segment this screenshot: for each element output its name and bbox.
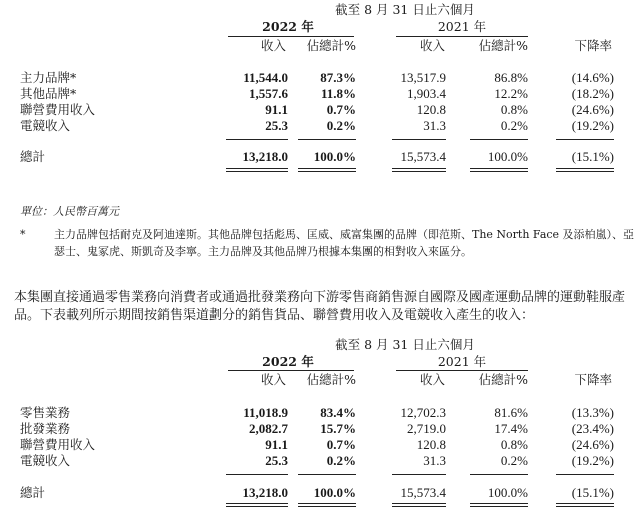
paragraph-line: 本集團直接通過零售業務向消費者或通過批發業務向下游零售商銷售源自國際及國產運動品牌的運動鞋服產 bbox=[14, 290, 626, 305]
subtotal-rule bbox=[392, 139, 446, 140]
double-rule bbox=[226, 503, 288, 504]
pct-2021: 81.6% bbox=[494, 405, 528, 420]
total-rev-2021: 15,573.4 bbox=[400, 485, 446, 500]
col-decline: 下降率 bbox=[574, 372, 612, 387]
double-rule bbox=[470, 503, 528, 504]
row-label: 批發業務 bbox=[20, 421, 71, 436]
total-pct-2021: 100.0% bbox=[487, 485, 528, 500]
subtotal-rule bbox=[556, 139, 614, 140]
total-decline: (15.1%) bbox=[571, 485, 614, 500]
double-rule bbox=[298, 506, 356, 507]
decline: (24.6%) bbox=[571, 102, 614, 117]
footnote-marker: * bbox=[20, 228, 26, 241]
double-rule bbox=[226, 506, 288, 507]
total-pct-2022: 100.0% bbox=[313, 149, 356, 164]
total-rev-2022: 13,218.0 bbox=[242, 485, 288, 500]
header-rule bbox=[228, 36, 354, 37]
rev-2022: 91.1 bbox=[265, 437, 288, 452]
pct-2022: 0.7% bbox=[326, 102, 356, 117]
subtotal-rule bbox=[226, 139, 288, 140]
row-label: 主力品牌* bbox=[20, 70, 77, 85]
rev-2022: 1,557.6 bbox=[249, 86, 288, 101]
decline: (13.3%) bbox=[571, 405, 614, 420]
pct-2021: 0.2% bbox=[500, 118, 528, 133]
header-rule bbox=[228, 370, 354, 371]
pct-2021: 0.8% bbox=[500, 102, 528, 117]
total-pct-2021: 100.0% bbox=[487, 149, 528, 164]
row-label: 聯營費用收入 bbox=[20, 437, 96, 452]
paragraph-line: 品。下表載列所示期間按銷售渠道劃分的銷售貨品、聯營費用收入及電競收入產生的收入： bbox=[14, 308, 535, 323]
row-label: 電競收入 bbox=[20, 453, 71, 468]
col-revenue-2021: 收入 bbox=[419, 38, 445, 53]
pct-2022: 0.2% bbox=[326, 118, 356, 133]
period-header: 截至 8 月 31 日止六個月 bbox=[335, 2, 475, 17]
pct-2022: 87.3% bbox=[320, 70, 356, 85]
double-rule bbox=[556, 168, 614, 169]
header-rule bbox=[396, 36, 528, 37]
col-revenue-2022: 收入 bbox=[260, 372, 286, 387]
header-rule bbox=[396, 370, 528, 371]
subtotal-rule bbox=[298, 139, 356, 140]
decline: (19.2%) bbox=[571, 118, 614, 133]
rev-2022: 91.1 bbox=[265, 102, 288, 117]
total-label: 總計 bbox=[20, 485, 46, 500]
col-revenue-2022: 收入 bbox=[260, 38, 286, 53]
rev-2021: 31.3 bbox=[423, 118, 446, 133]
year-2022-header: 2022 年 bbox=[262, 354, 314, 369]
rev-2021: 1,903.4 bbox=[407, 86, 446, 101]
year-2022-header: 2022 年 bbox=[262, 19, 314, 34]
rev-2021: 2,719.0 bbox=[407, 421, 446, 436]
double-rule bbox=[298, 168, 356, 169]
rev-2021: 31.3 bbox=[423, 453, 446, 468]
rev-2022: 25.3 bbox=[265, 118, 288, 133]
row-label: 聯營費用收入 bbox=[20, 102, 96, 117]
double-rule bbox=[392, 171, 446, 172]
pct-2021: 0.2% bbox=[500, 453, 528, 468]
decline: (14.6%) bbox=[571, 70, 614, 85]
double-rule bbox=[556, 503, 614, 504]
subtotal-rule bbox=[226, 474, 288, 475]
total-decline: (15.1%) bbox=[571, 149, 614, 164]
pct-2022: 0.7% bbox=[326, 437, 356, 452]
col-pct-2022: 佔總計% bbox=[306, 372, 356, 387]
rev-2021: 120.8 bbox=[416, 102, 446, 117]
double-rule bbox=[392, 503, 446, 504]
footnote-line: 瑟士、鬼冢虎、斯凱奇及李寧。主力品牌及其他品牌乃根據本集團的相對收入來區分。 bbox=[54, 245, 472, 258]
total-rev-2021: 15,573.4 bbox=[400, 149, 446, 164]
col-pct-2021: 佔總計% bbox=[478, 372, 528, 387]
rev-2021: 13,517.9 bbox=[400, 70, 446, 85]
period-header: 截至 8 月 31 日止六個月 bbox=[335, 337, 475, 352]
rev-2022: 11,544.0 bbox=[243, 70, 288, 85]
decline: (18.2%) bbox=[571, 86, 614, 101]
decline: (23.4%) bbox=[571, 421, 614, 436]
col-revenue-2021: 收入 bbox=[419, 372, 445, 387]
subtotal-rule bbox=[556, 474, 614, 475]
pct-2022: 0.2% bbox=[326, 453, 356, 468]
double-rule bbox=[226, 171, 288, 172]
pct-2021: 0.8% bbox=[500, 437, 528, 452]
pct-2021: 86.8% bbox=[494, 70, 528, 85]
pct-2021: 12.2% bbox=[494, 86, 528, 101]
total-pct-2022: 100.0% bbox=[313, 485, 356, 500]
col-decline: 下降率 bbox=[574, 38, 612, 53]
subtotal-rule bbox=[470, 139, 528, 140]
subtotal-rule bbox=[470, 474, 528, 475]
double-rule bbox=[298, 503, 356, 504]
decline: (19.2%) bbox=[571, 453, 614, 468]
double-rule bbox=[226, 168, 288, 169]
row-label: 電競收入 bbox=[20, 118, 71, 133]
rev-2022: 25.3 bbox=[265, 453, 288, 468]
subtotal-rule bbox=[392, 474, 446, 475]
rev-2021: 120.8 bbox=[416, 437, 446, 452]
pct-2022: 11.8% bbox=[320, 86, 356, 101]
total-label: 總計 bbox=[20, 149, 46, 164]
unit-note: 單位：人民幣百萬元 bbox=[20, 205, 119, 218]
double-rule bbox=[298, 171, 356, 172]
double-rule bbox=[470, 171, 528, 172]
double-rule bbox=[392, 168, 446, 169]
double-rule bbox=[470, 168, 528, 169]
double-rule bbox=[470, 506, 528, 507]
row-label: 其他品牌* bbox=[20, 86, 77, 101]
year-2021-header: 2021 年 bbox=[437, 354, 487, 369]
col-pct-2022: 佔總計% bbox=[306, 38, 356, 53]
pct-2021: 17.4% bbox=[494, 421, 528, 436]
decline: (24.6%) bbox=[571, 437, 614, 452]
footnote-line: 主力品牌包括耐克及阿迪達斯。其他品牌包括彪馬、匡威、威富集團的品牌（即范斯、The North Face 及添柏嵐）、亞 bbox=[54, 228, 635, 241]
pct-2022: 15.7% bbox=[320, 421, 356, 436]
year-2021-header: 2021 年 bbox=[437, 19, 487, 34]
total-rev-2022: 13,218.0 bbox=[242, 149, 288, 164]
rev-2021: 12,702.3 bbox=[400, 405, 446, 420]
col-pct-2021: 佔總計% bbox=[478, 38, 528, 53]
rev-2022: 2,082.7 bbox=[249, 421, 288, 436]
double-rule bbox=[556, 171, 614, 172]
rev-2022: 11,018.9 bbox=[243, 405, 288, 420]
row-label: 零售業務 bbox=[20, 405, 71, 420]
subtotal-rule bbox=[298, 474, 356, 475]
double-rule bbox=[556, 506, 614, 507]
pct-2022: 83.4% bbox=[320, 405, 356, 420]
double-rule bbox=[392, 506, 446, 507]
